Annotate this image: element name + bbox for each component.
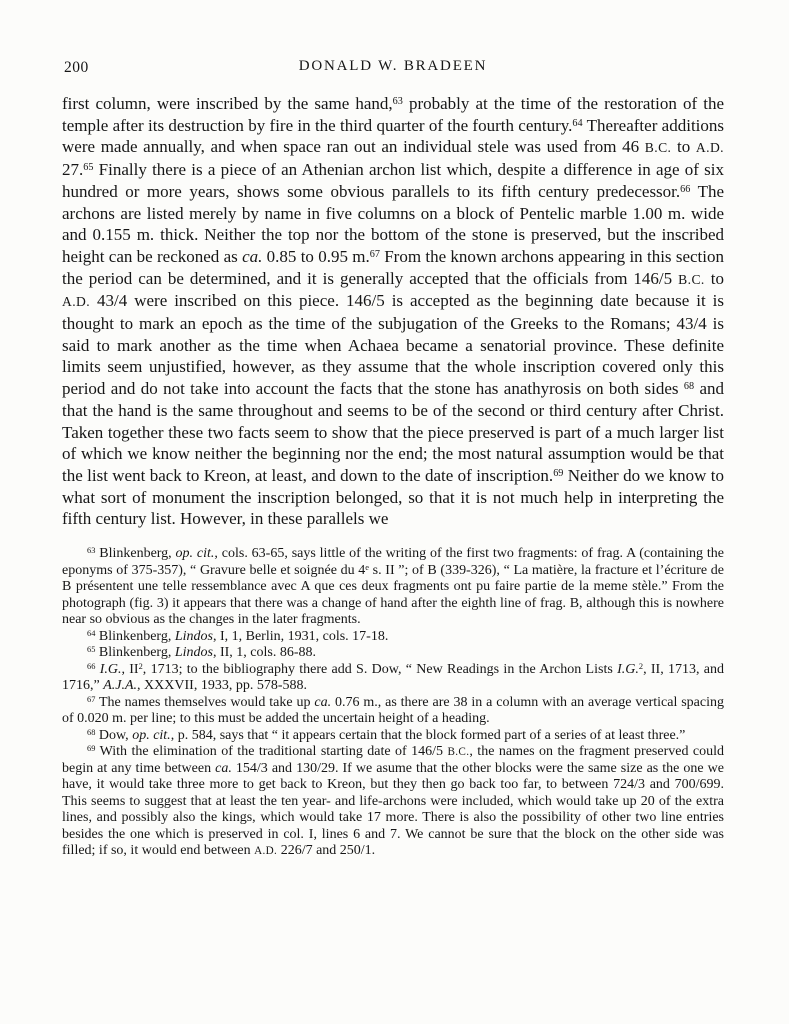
- footnotes-section: [62, 546, 724, 860]
- footnote-69: $^{69}$ With the elimination of the traditional starting date of 146/5 B.C., the names on the fragment preserved could begin at any time between ca. 154/3 and 130/29. If we asume that the other blocks were the same size as the one we have, it would take three more to get back to Kreon, but they then go back too far, to between 724/3 and 700/699. This seems to suggest that at least the ten year- and life-archons were included, which would take up 20 of the extra lines, and possibly also the kings, which would take 17 more. There is also the possibility of other two line entries besides the one which is preserved in col. I, lines 6 and 7. We cannot be sure that the block on the other side was filled; if so, it would end between A.D. 226/7 and 250/1.: [62, 743, 724, 859]
- footnote-68: $^{68}$ Dow, op. cit., p. 584, says that “ it appears certain that the block formed part of a series of at least three.”: [87, 727, 686, 743]
- page-number: 200: [64, 59, 89, 76]
- body-paragraph: first column, were inscribed by the same hand,$^{63}$ probably at the time of the restoration of the temple after its destruction by fire in the third quarter of the fourth century.$^{64}$ Thereafter additions were made annually, and when space ran out an individual stele was used from 46 B.C. to A.D. 27.65 Finally there is a piece of an Athenian archon list which, despite a difference in age of six hundred or more years, shows some obvious parallels to its fifth century predecessor.$^{66}$ The archons are listed merely by name in five columns on a block of Pentelic marble 1.00 m. wide and 0.155 m. thick. Neither the top nor the bottom of the stone is preserved, but the inscribed height can be reckoned as ca. 0.85 to 0.95 m.$^{67}$ From the known archons appearing in this section the period can be determined, and it is generally accepted that the officials from 146/5 B.C. to A.D. 43/4 were inscribed on this piece. 146/5 is accepted as the beginning date because it is thought to mark an epoch as the time of the subjugation of the Greeks to the Romans; 43/4 is said to mark another as the time when Achaea became a senatorial province. These definite limits seem unjustified, however, as they assume that the whole inscription covered only this period and do not take into account the facts that the stone has anathyrosis on both sides $^{68}$ and that the hand is the same throughout and seems to be of the second or third century after Christ. Taken together these two facts seem to show that the piece preserved is part of a much larger list of which we know neither the beginning nor the end; the most natural assumption would be that the list went back to Kreon, at least, and down to the date of inscription.$^{69}$ Neither do we know to what sort of monument the inscription belonged, so that it is not much help in interpreting the fifth century list. However, in these parallels we: [62, 94, 725, 529]
- footnote-67: $^{67}$ The names themselves would take up ca. 0.76 m., as there are 38 in a column with an average vertical spacing of 0.020 m. per line; to this must be added the uncertain height of a heading.: [62, 694, 724, 727]
- main-text-block: [62, 93, 724, 530]
- running-title: DONALD W. BRADEEN: [298, 58, 488, 74]
- footnote-66: $^{66}$ I.G., $II^2$, 1713; to the bibliography there add S. Dow, “ New Readings in the Archon Lists I.G.$^2$, II, 1713, and 1716,” A.J.A., XXXVII, 1933, pp. 578-588.: [62, 661, 725, 694]
- footnote-63: $^{63}$ Blinkenberg, op. cit., cols. 63-65, says little of the writing of the first two fragments: of frag. A (containing the eponyms of 375-357), “ Gravure belle et soignée du 4e s. II ”; of B (339-326), “ La matière, la fracture et l’écriture de B présentent une telle ressemblance avec A que ces deux fragments ont pu faire partie de la meme stèle.” From the photograph (fig. 3) it appears that there was a change of hand after the eighth line of frag. B, although this is nowhere near so obvious as the changes in the later fragments.: [62, 545, 724, 628]
- footnote-65: $^{65}$ Blinkenberg, Lindos, II, 1, cols. 86-88.: [87, 644, 317, 661]
- footnote-64: $^{64}$ Blinkenberg, Lindos, I, 1, Berlin, 1931, cols. 17-18.: [87, 628, 389, 644]
- running-header: [62, 58, 724, 80]
